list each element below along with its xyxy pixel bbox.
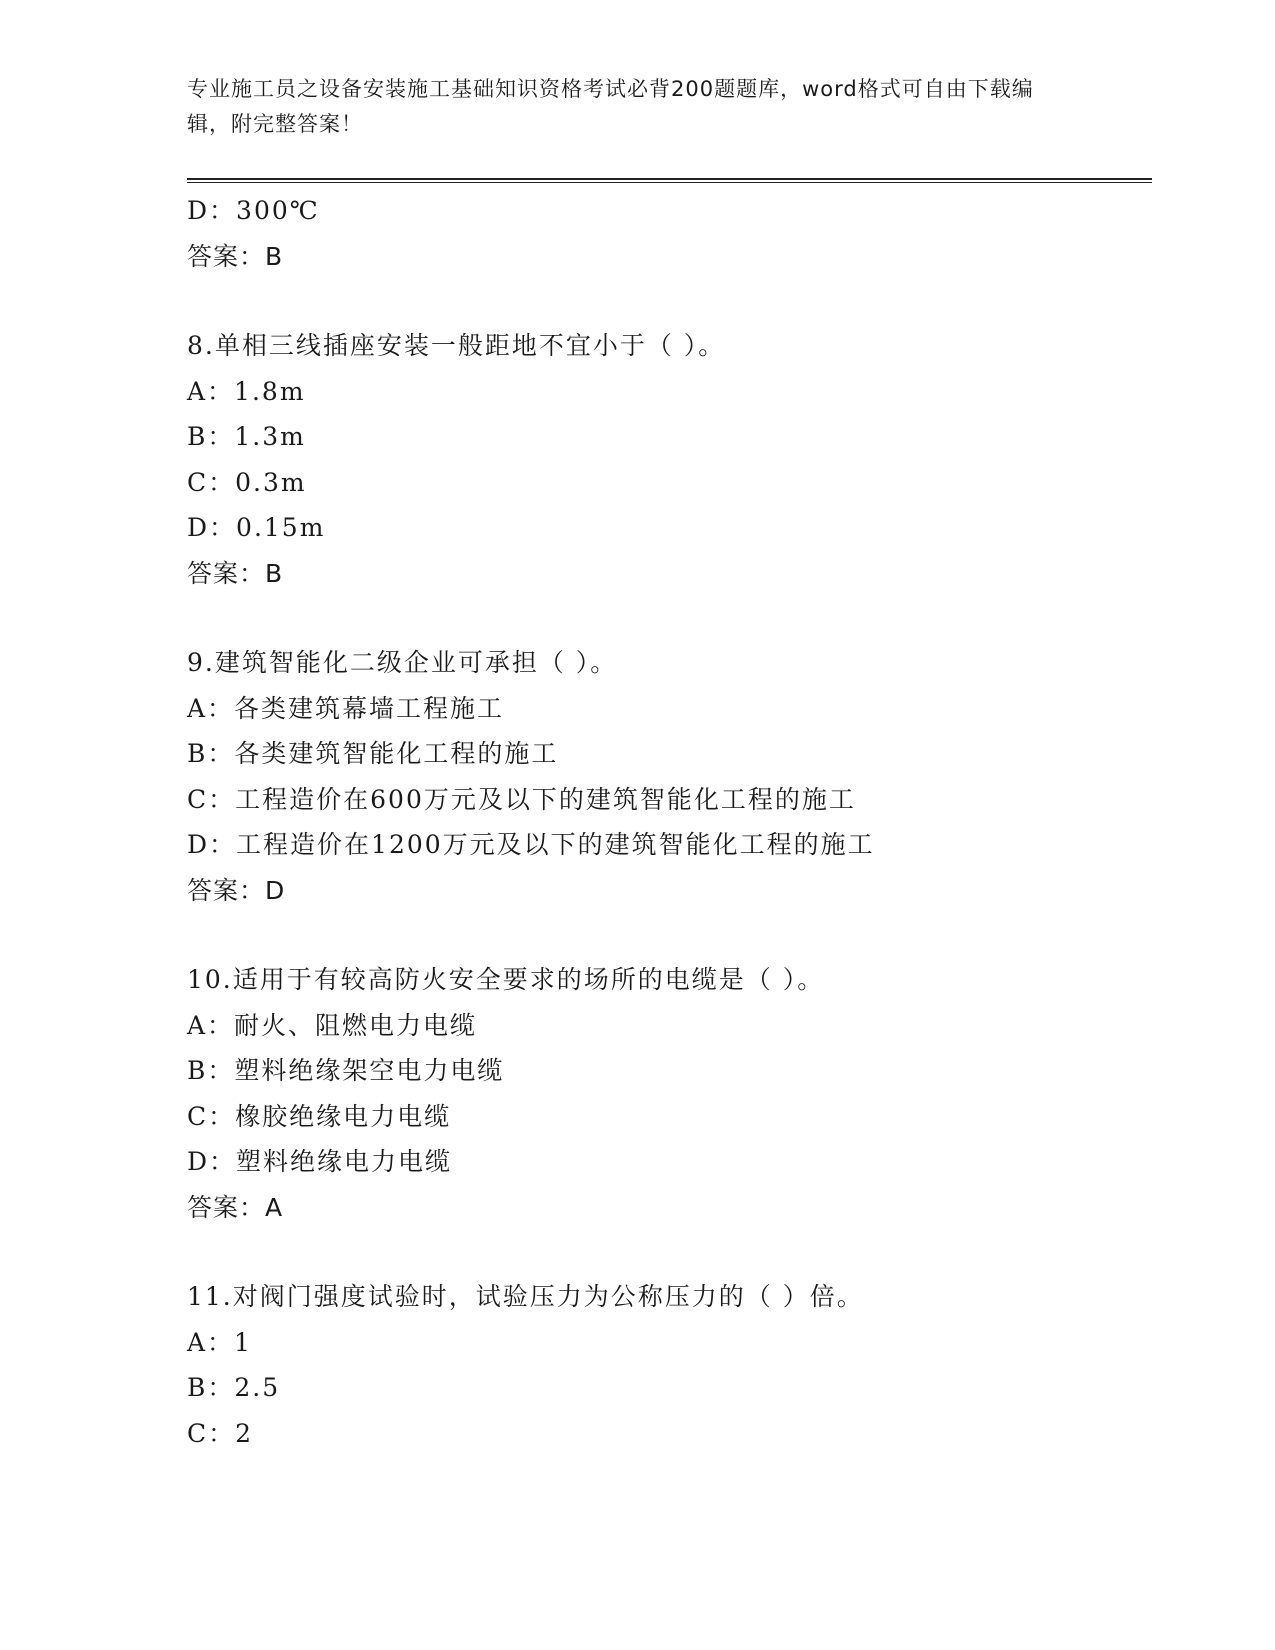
option-c: C：2 (187, 1418, 254, 1448)
question-stem: 11.对阀门强度试验时，试验压力为公称压力的（ ）倍。 (187, 1282, 864, 1311)
question-block-8 (187, 323, 1152, 596)
answer-line: 答案：B (187, 558, 284, 588)
option-a: A：各类建筑幕墙工程施工 (187, 693, 505, 723)
header-title: 专业施工员之设备安装施工基础知识资格考试必背200题题库，word格式可自由下载编辑，附完整答案！ (187, 77, 1034, 136)
page-header (187, 72, 1077, 142)
question-content (187, 188, 1152, 1456)
continuation-answer: 答案：B (187, 241, 284, 271)
question-stem: 9.建筑智能化二级企业可承担（ ）。 (187, 648, 618, 677)
option-c: C：橡胶绝缘电力电缆 (187, 1101, 452, 1131)
answer-line: 答案：D (187, 875, 286, 905)
option-d: D：0.15m (187, 513, 326, 542)
option-d: D：塑料绝缘电力电缆 (187, 1147, 453, 1176)
question-stem: 10.适用于有较高防火安全要求的场所的电缆是（ ）。 (187, 965, 825, 994)
question-stem: 8.单相三线插座安装一般距地不宜小于（ ）。 (187, 331, 726, 360)
option-b: B：2.5 (187, 1373, 281, 1402)
question-block-10 (187, 957, 1152, 1230)
option-a: A：1 (187, 1327, 252, 1357)
option-b: B：1.3m (187, 422, 306, 451)
question-block-9 (187, 640, 1152, 913)
option-a: A：耐火、阻燃电力电缆 (187, 1010, 478, 1040)
header-divider (187, 178, 1152, 183)
option-a: A：1.8m (187, 376, 306, 406)
question-block-11 (187, 1274, 1152, 1456)
option-b: B：各类建筑智能化工程的施工 (187, 739, 559, 768)
answer-line: 答案：A (187, 1192, 284, 1222)
option-b: B：塑料绝缘架空电力电缆 (187, 1056, 505, 1085)
option-d: D：工程造价在1200万元及以下的建筑智能化工程的施工 (187, 830, 875, 859)
option-c: C：0.3m (187, 467, 307, 497)
option-c: C：工程造价在600万元及以下的建筑智能化工程的施工 (187, 784, 856, 814)
continuation-option-d: D：300℃ (187, 196, 320, 225)
